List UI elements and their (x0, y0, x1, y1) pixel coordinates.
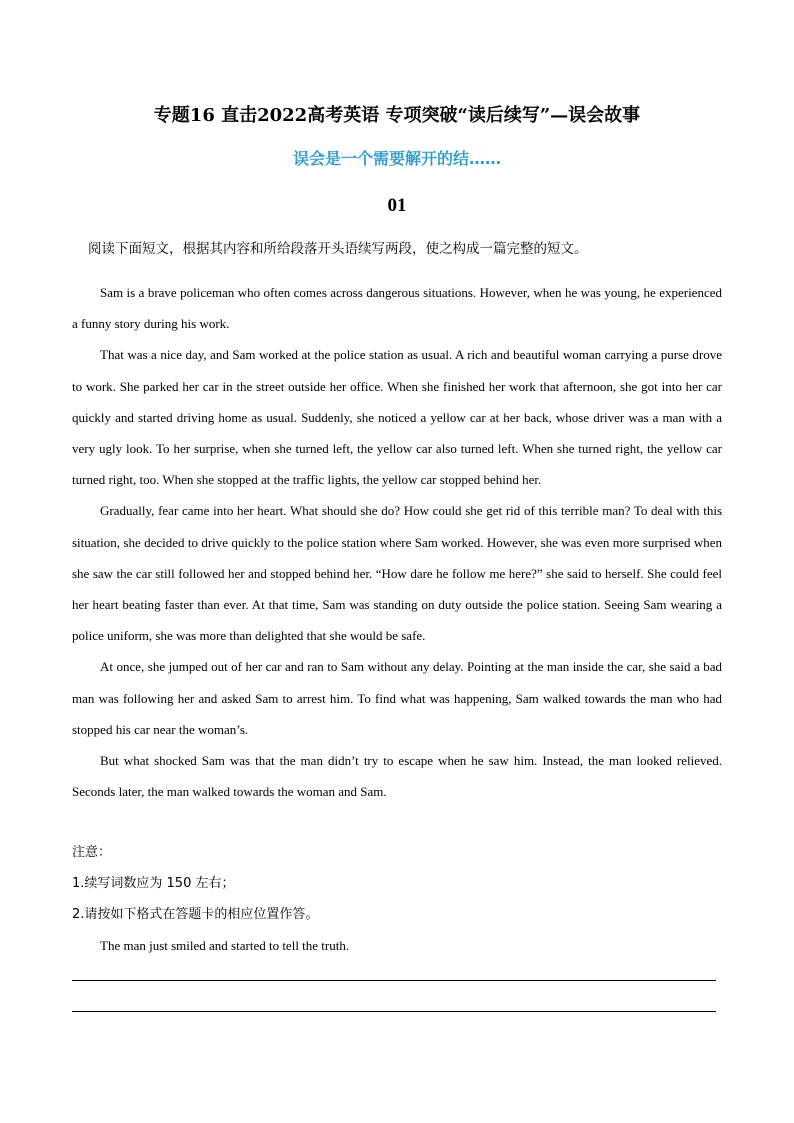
answer-line-1[interactable] (72, 980, 716, 981)
story-paragraph-5: But what shocked Sam was that the man didn’t try to escape when he saw him. Instead, the man looked relieved. Seconds later, the man walked towards the woman and Sam. (72, 753, 722, 800)
story-paragraph-3: Gradually, fear came into her heart. What should she do? How could she get rid of this terrible man? To deal with this situation, she decided to drive quickly to the police station where Sam worked. However, she was even more surprised when she saw the car still followed her and stopped behind her. “How dare he follow me here?” she said to herself. She could feel her heart beating faster than ever. At that time, Sam was standing on duty outside the police station. Seeing Sam wearing a police uniform, she was more than delighted that she would be safe. (72, 503, 722, 644)
notes-section (72, 837, 722, 961)
continuation-lead-sentence: The man just smiled and started to tell the truth. (100, 938, 350, 953)
task-instruction: 阅读下面短文，根据其内容和所给段落开头语续写两段，使之构成一篇完整的短文。 (88, 241, 588, 257)
section-number: 01 (387, 195, 407, 216)
story-text (72, 277, 722, 807)
story-paragraph-2: That was a nice day, and Sam worked at the police station as usual. A rich and beautiful woman carrying a purse drove to work. She parked her car in the street outside her office. When she finished her work that afternoon, she got into her car quickly and started driving home as usual. Suddenly, she noticed a yellow car at her back, whose driver was a man with a very ugly look. To her surprise, when she turned left, the yellow car also turned left. When she turned right, the yellow car turned right, too. When she stopped at the traffic lights, the yellow car stopped behind her. (72, 347, 722, 488)
story-paragraph-1: Sam is a brave policeman who often comes across dangerous situations. However, when he was young, he experienced a funny story during his work. (72, 285, 722, 332)
note-item-format: 2.请按如下格式在答题卡的相应位置作答。 (72, 907, 319, 922)
story-paragraph-4: At once, she jumped out of her car and ran to Sam without any delay. Pointing at the man inside the car, she said a bad man was following her and asked Sam to arrest him. To find what was happening, Sam walked towards the man who had stopped his car near the woman’s. (72, 659, 722, 737)
answer-line-2[interactable] (72, 1011, 716, 1012)
note-item-word-count: 1.续写词数应为 150 左右； (72, 876, 235, 891)
document-subtitle: 误会是一个需要解开的结…… (292, 149, 501, 168)
document-title: 专题16 直击2022高考英语 专项突破“读后续写”—误会故事 (153, 105, 641, 126)
notes-heading: 注意： (72, 845, 112, 860)
